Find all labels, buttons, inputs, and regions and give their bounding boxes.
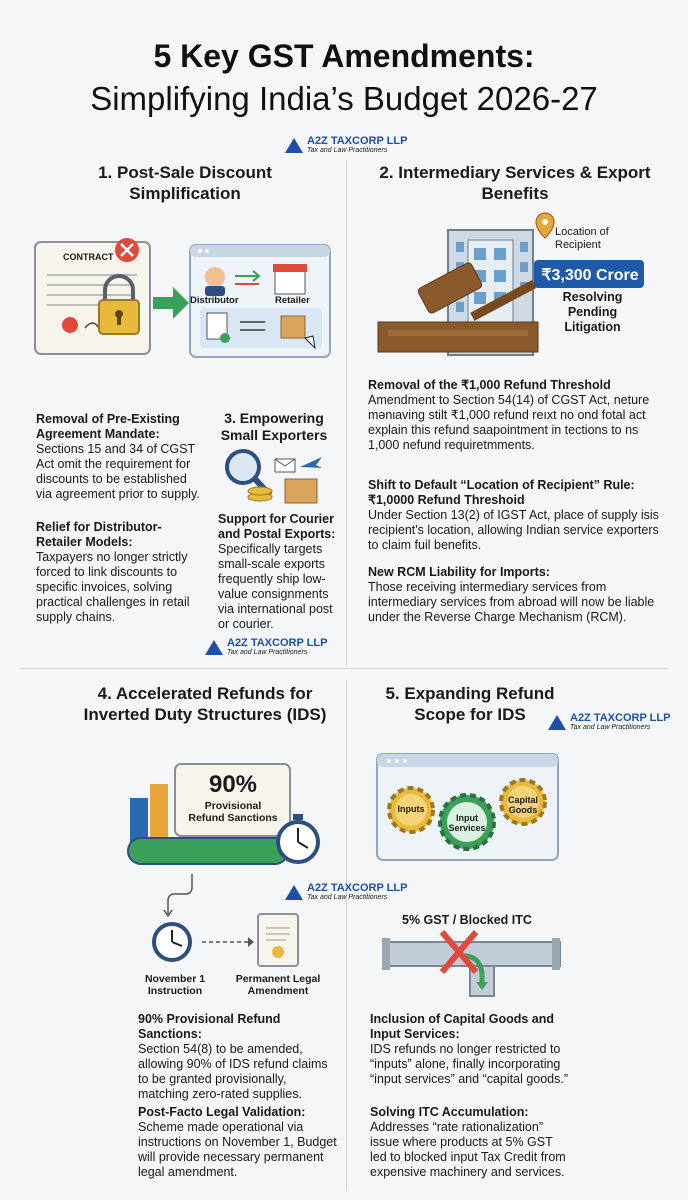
item-text: Specifically targets small-scale exports frequently ship low-value consignments via international post or courier.	[218, 542, 333, 631]
plane-icon	[300, 457, 322, 468]
section4-title: 4. Accelerated Refunds for Inverted Duty Structures (IDS)	[83, 684, 327, 724]
logo-tagline: Tax and Law Practitioners	[307, 147, 388, 154]
distributor-icon	[205, 267, 225, 287]
main-title: 5 Key GST Amendments:	[153, 38, 535, 74]
column-divider	[346, 160, 347, 665]
section4-item-1	[138, 1012, 338, 1102]
magnifier-icon	[227, 451, 259, 483]
bar-chart-icon	[130, 798, 148, 842]
column-divider-lower	[346, 680, 347, 1190]
item-text: Taxpayers no longer strictly forced to link discounts to specific invoices, solving practical challenges in retail supply chains.	[36, 550, 190, 624]
document-label: Permanent Legal Amendment	[235, 973, 321, 997]
section5-item-2	[370, 1105, 570, 1180]
logo-triangle-icon	[205, 640, 223, 655]
blocked-pipe-illustration	[380, 930, 565, 1000]
gear3-label: Capital Goods	[507, 795, 538, 815]
clock-label: November 1 Instruction	[144, 973, 206, 997]
item-text: Addresses “rate rationalization” issue where products at 5% GST led to blocked input Tax Credit from expensive machinery and services.	[370, 1120, 566, 1179]
section3-item-1	[218, 512, 338, 632]
item-heading: Post-Facto Legal Validation:	[138, 1105, 306, 1119]
logo-triangle-icon	[285, 138, 303, 153]
pipe-label: 5% GST / Blocked ITC	[402, 913, 532, 927]
section3-illustration	[215, 445, 335, 507]
item-text: Those receiving intermediary services from intermediary services from abroad will now be liable under the Reverse Charge Mechanism (RCM).	[368, 580, 655, 624]
company-logo	[205, 638, 327, 657]
row-divider	[20, 668, 668, 669]
location-pin-icon	[536, 213, 554, 238]
pipe-icon	[385, 942, 560, 966]
logo-name: A2Z TAXCORP LLP	[307, 135, 408, 147]
item-heading: Support for Courier and Postal Exports:	[218, 512, 336, 541]
litigation-caption: Resolving Pending Litigation	[562, 290, 623, 334]
section2-item-1	[368, 378, 668, 453]
section1-item-1	[36, 412, 204, 502]
section5-item-1	[370, 1012, 570, 1087]
arrow-right-icon	[153, 287, 189, 319]
item-heading: New RCM Liability for Imports:	[368, 565, 550, 579]
company-logo	[285, 136, 407, 155]
item-text: Section 54(8) to be amended, allowing 90% of IDS refund claims to be granted provisionally, matching zero-rated supplies.	[138, 1042, 328, 1101]
logo-tagline: Tax and Law Practitioners	[227, 649, 308, 656]
section2-item-2	[368, 478, 668, 553]
logo-triangle-icon	[548, 715, 566, 730]
item-text: IDS refunds no longer restricted to “inputs” alone, finally incorporating “input services” and “capital goods.”	[370, 1042, 569, 1086]
item-text: Under Section 13(2) of IGST Act, place of supply isis recipient's location, allowing Indian service exporters to claim fuil benefits.	[368, 508, 659, 552]
gear1-label: Inputs	[397, 804, 425, 814]
contract-label: CONTRACT	[63, 252, 114, 262]
company-logo	[548, 713, 670, 732]
main-subtitle: Simplifying India’s Budget 2026-27	[90, 80, 598, 117]
item-heading: Shift to Default “Location of Recipient” Rule: ₹1,0000 Refund Threshoid	[368, 478, 635, 507]
item-heading: 90% Provisional Refund Sanctions:	[138, 1012, 281, 1041]
logo-name: A2Z TAXCORP LLP	[227, 637, 328, 649]
section2-title: 2. Intermediary Services & Export Benefits	[379, 163, 651, 203]
x-mark-icon	[62, 317, 78, 333]
location-label: Location of Recipient	[555, 226, 609, 251]
item-text: Amendment to Section 54(14) of CGST Act, neture mənιaving stilt ₹1,000 refund reıxt no ond fotal act explain this refund saapointment in tections to ns 1,000 nefund requiretmments.	[368, 393, 650, 452]
provisional-caption: Provisional Refund Sanctions	[188, 800, 278, 824]
section1-item-2	[36, 520, 204, 625]
gavel-block-icon	[378, 322, 538, 352]
item-text: Sections 15 and 34 of CGST Act omit the requirement for discounts to be established via agreement prior to supply.	[36, 442, 200, 501]
logo-tagline: Tax and Law Practitioners	[570, 724, 651, 731]
section1-title: 1. Post-Sale Discount Simplification	[98, 163, 272, 203]
logo-name: A2Z TAXCORP LLP	[570, 712, 671, 724]
item-heading: Relief for Distributor-Retailer Models:	[36, 520, 162, 549]
section4-timeline	[140, 870, 320, 970]
item-heading: Removal of the ₹1,000 Refund Threshold	[368, 378, 611, 392]
distributor-label: Distributor	[190, 295, 239, 306]
amount-label: ₹3,300 Crore	[541, 267, 639, 284]
item-text: Scheme made operational via instructions on November 1, Budget will provide necessary permanent legal amendment.	[138, 1120, 337, 1179]
progress-bar	[128, 838, 288, 864]
logo-tagline: Tax and Law Practitioners	[307, 894, 388, 901]
item-heading: Solving ITC Accumulation:	[370, 1105, 529, 1119]
section5-title: 5. Expanding Refund Scope for IDS	[385, 684, 555, 724]
retailer-store-icon	[275, 270, 305, 294]
item-heading: Inclusion of Capital Goods and Input Services:	[370, 1012, 555, 1041]
package-icon	[281, 316, 305, 338]
gear2-label: Input Services	[448, 813, 486, 833]
section4-item-2	[138, 1105, 338, 1180]
logo-name: A2Z TAXCORP LLP	[307, 882, 408, 894]
section2-item-3	[368, 565, 668, 625]
parcel-icon	[285, 479, 317, 503]
percent-label: 90%	[208, 771, 258, 798]
retailer-label: Retailer	[275, 295, 310, 306]
item-heading: Removal of Pre-Existing Agreement Mandate:	[36, 412, 180, 441]
section3-title: 3. Empowering Small Exporters	[220, 410, 328, 443]
